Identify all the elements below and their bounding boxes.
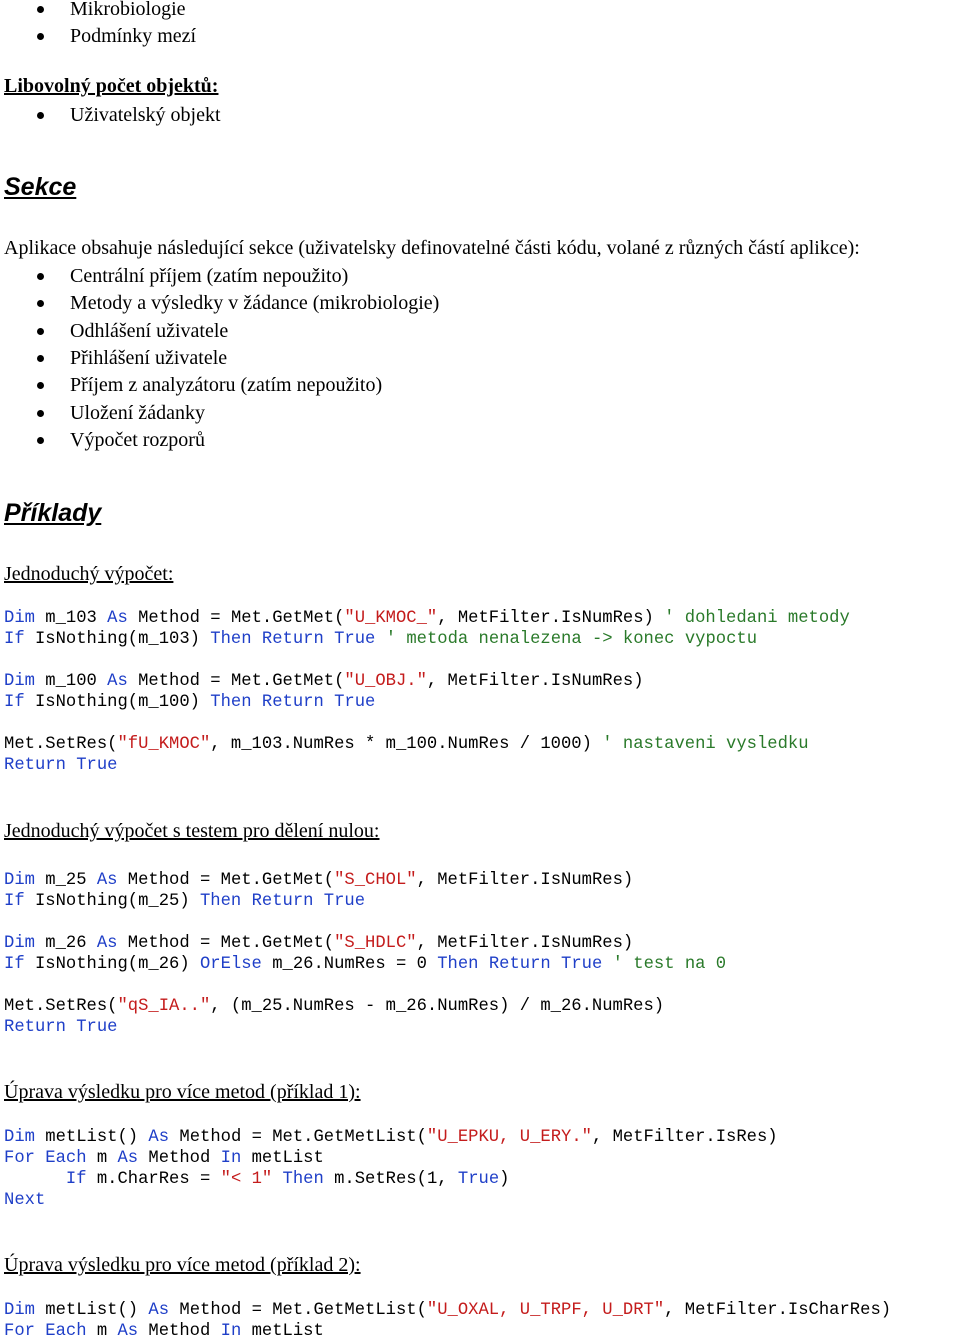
code-line — [4, 755, 850, 776]
code-keyword: Then — [437, 955, 479, 974]
code-text — [324, 630, 334, 649]
code-text: m_100 — [34, 672, 108, 691]
code-text: , (m_25.NumRes - m_26.NumRes) / m_26.NumRes) — [210, 997, 665, 1016]
code-line — [4, 933, 726, 954]
code-text — [602, 955, 612, 974]
list-item: Příjem z analyzátoru (zatím nepoužito) — [70, 374, 383, 396]
bullet-icon — [37, 112, 44, 119]
bullet-icon — [37, 382, 44, 389]
list-item: Metody a výsledky v žádance (mikrobiologie) — [70, 292, 440, 314]
code-text: IsNothing(m_25) — [24, 892, 200, 911]
code-string: "< 1" — [220, 1170, 273, 1189]
example-4-title: Úprava výsledku pro více metod (příklad 2): — [4, 1254, 361, 1276]
code-keyword: Return — [251, 892, 314, 911]
code-line — [4, 1169, 778, 1190]
code-keyword: If — [4, 955, 25, 974]
code-line — [4, 870, 726, 891]
code-block-example-1 — [4, 608, 850, 776]
code-keyword: Dim — [4, 1301, 35, 1320]
code-keyword: As — [148, 1128, 170, 1147]
code-string: "U_OBJ." — [344, 672, 427, 691]
code-text — [66, 1018, 76, 1037]
code-keyword: As — [117, 1149, 139, 1168]
code-keyword: If — [4, 693, 25, 712]
code-keyword: True — [334, 693, 376, 712]
code-keyword: Dim — [4, 609, 35, 628]
code-string: "S_CHOL" — [334, 871, 417, 890]
code-keyword: As — [148, 1301, 170, 1320]
code-string: "qS_IA.." — [117, 997, 211, 1016]
code-string: "U_OXAL, U_TRPF, U_DRT" — [426, 1301, 665, 1320]
code-line — [4, 629, 850, 650]
code-comment: ' nastaveni vysledku — [602, 735, 809, 754]
code-keyword: Return — [4, 756, 66, 775]
code-text: , m_103.NumRes * m_100.NumRes / 1000) — [210, 735, 603, 754]
code-text — [324, 693, 334, 712]
code-keyword: True — [457, 1170, 500, 1189]
code-keyword: Dim — [4, 1128, 35, 1147]
code-keyword: As — [96, 871, 118, 890]
code-text: Method = Met.GetMet( — [117, 934, 335, 953]
list-item: Přihlášení uživatele — [70, 347, 228, 369]
code-line — [4, 1300, 891, 1321]
code-text: metList — [241, 1149, 324, 1168]
code-text — [252, 630, 262, 649]
list-item: Výpočet rozporů — [70, 429, 205, 451]
code-keyword: As — [107, 672, 128, 691]
code-text: Method — [138, 1149, 221, 1168]
bullet-icon — [37, 273, 44, 280]
code-text: IsNothing(m_100) — [24, 693, 211, 712]
code-keyword: If — [4, 892, 25, 911]
code-text: , MetFilter.IsNumRes) — [416, 871, 634, 890]
code-text: , MetFilter.IsRes) — [591, 1128, 778, 1147]
code-line — [4, 1127, 778, 1148]
code-text: Met.SetRes( — [4, 735, 118, 754]
list-item: Odhlášení uživatele — [70, 320, 229, 342]
code-block-example-2 — [4, 870, 726, 1038]
code-text: m.CharRes = — [86, 1170, 221, 1189]
code-text: , MetFilter.IsNumRes) — [437, 609, 665, 628]
code-text: Method = Met.GetMet( — [127, 672, 345, 691]
code-keyword: Return — [488, 955, 551, 974]
code-keyword: Then — [210, 693, 252, 712]
code-line — [4, 996, 726, 1017]
code-keyword: Dim — [4, 934, 35, 953]
code-text: ) — [499, 1170, 510, 1189]
code-block-example-4 — [4, 1300, 891, 1342]
code-keyword: True — [334, 630, 376, 649]
code-comment: ' metoda nenalezena -> konec vypoctu — [385, 630, 758, 649]
code-keyword: True — [323, 892, 366, 911]
code-line — [4, 671, 850, 692]
code-keyword: Then — [282, 1170, 324, 1189]
objects-heading: Libovolný počet objektů: — [4, 75, 219, 97]
code-string: "U_KMOC_" — [344, 609, 438, 628]
bullet-icon — [37, 300, 44, 307]
example-1-title: Jednoduchý výpočet: — [4, 563, 174, 585]
code-text: Method = Met.GetMetList( — [169, 1301, 427, 1320]
code-text: , MetFilter.IsCharRes) — [664, 1301, 892, 1320]
code-line — [4, 1190, 778, 1211]
code-text — [478, 955, 488, 974]
code-keyword: Return — [4, 1018, 66, 1037]
code-keyword: As — [117, 1322, 139, 1341]
code-keyword: True — [76, 1018, 118, 1037]
sections-intro: Aplikace obsahuje následující sekce (uživatelsky definovatelné části kódu, volané z různých částí aplikce): — [4, 237, 860, 259]
code-line — [4, 1017, 726, 1038]
code-keyword: If — [65, 1170, 87, 1189]
code-line — [4, 1321, 891, 1342]
list-item: Podmínky mezí — [70, 25, 197, 47]
example-2-title: Jednoduchý výpočet s testem pro dělení nulou: — [4, 820, 380, 842]
list-item: Uživatelský objekt — [70, 104, 221, 126]
code-text — [551, 955, 561, 974]
bullet-icon — [37, 6, 44, 13]
code-keyword: In — [220, 1149, 242, 1168]
code-text: m — [86, 1322, 118, 1341]
code-text — [66, 756, 76, 775]
code-text: m — [86, 1149, 118, 1168]
code-line — [4, 912, 726, 933]
code-keyword: Return — [261, 630, 324, 649]
code-text — [241, 892, 251, 911]
code-string: "S_HDLC" — [334, 934, 417, 953]
code-line — [4, 713, 850, 734]
code-text: metList — [241, 1322, 324, 1341]
list-item: Centrální příjem (zatím nepoužito) — [70, 265, 349, 287]
example-3-title: Úprava výsledku pro více metod (příklad 1): — [4, 1081, 361, 1103]
code-keyword: Dim — [4, 871, 35, 890]
code-text: , MetFilter.IsNumRes) — [416, 934, 634, 953]
code-text: Method = Met.GetMet( — [127, 609, 345, 628]
list-item: Uložení žádanky — [70, 402, 205, 424]
code-keyword: Then — [210, 630, 252, 649]
code-keyword: True — [76, 756, 118, 775]
code-text — [252, 693, 262, 712]
code-text: metList() — [34, 1128, 149, 1147]
code-text: m_26 — [34, 934, 97, 953]
section-heading-priklady: Příklady — [4, 499, 102, 527]
code-text: Method = Met.GetMetList( — [169, 1128, 427, 1147]
code-text: IsNothing(m_103) — [24, 630, 211, 649]
code-text: IsNothing(m_26) — [24, 955, 200, 974]
bullet-icon — [37, 437, 44, 444]
code-keyword: Then — [199, 892, 242, 911]
code-keyword: True — [561, 955, 603, 974]
code-text — [4, 1170, 66, 1189]
code-text — [272, 1170, 282, 1189]
bullet-icon — [37, 33, 44, 40]
code-comment: ' test na 0 — [612, 955, 727, 974]
code-text: m.SetRes(1, — [323, 1170, 458, 1189]
code-keyword: Dim — [4, 672, 35, 691]
code-keyword: In — [220, 1322, 242, 1341]
code-text — [375, 630, 385, 649]
code-text: m_103 — [34, 609, 108, 628]
code-text: Method = Met.GetMet( — [117, 871, 335, 890]
code-keyword: Next — [4, 1191, 46, 1210]
code-text: metList() — [34, 1301, 149, 1320]
code-text: , MetFilter.IsNumRes) — [426, 672, 644, 691]
code-block-example-3 — [4, 1127, 778, 1211]
code-text: m_26.NumRes = 0 — [261, 955, 438, 974]
code-line — [4, 692, 850, 713]
code-keyword: Return — [261, 693, 324, 712]
code-keyword: For Each — [4, 1149, 87, 1168]
code-line — [4, 734, 850, 755]
code-string: "U_EPKU, U_ERY." — [426, 1128, 592, 1147]
bullet-icon — [37, 355, 44, 362]
code-line — [4, 975, 726, 996]
code-keyword: As — [96, 934, 118, 953]
bullet-icon — [37, 410, 44, 417]
section-heading-sekce: Sekce — [4, 173, 77, 201]
code-keyword: If — [4, 630, 25, 649]
list-item: Mikrobiologie — [70, 0, 186, 20]
code-line — [4, 1148, 778, 1169]
code-text: Met.SetRes( — [4, 997, 118, 1016]
code-text: m_25 — [34, 871, 97, 890]
code-line — [4, 954, 726, 975]
code-line — [4, 891, 726, 912]
bullet-icon — [37, 328, 44, 335]
code-keyword: OrElse — [199, 955, 262, 974]
code-line — [4, 650, 850, 671]
code-text: Method — [138, 1322, 221, 1341]
code-line — [4, 608, 850, 629]
code-text — [313, 892, 323, 911]
code-string: "fU_KMOC" — [117, 735, 211, 754]
code-keyword: As — [107, 609, 128, 628]
code-comment: ' dohledani metody — [664, 609, 850, 628]
code-keyword: For Each — [4, 1322, 87, 1341]
